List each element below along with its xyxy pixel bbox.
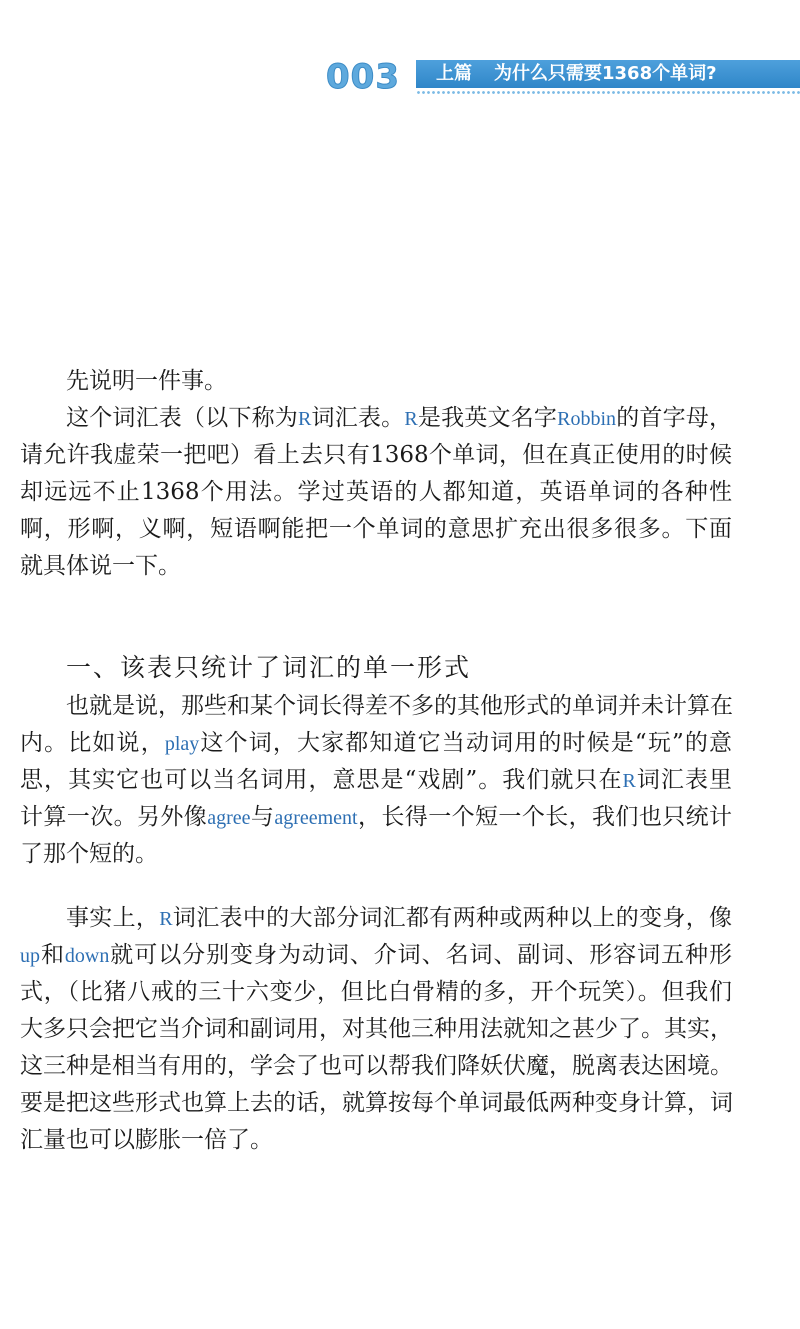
section1-paragraph-2: [20, 900, 732, 1159]
text-line: 汇量也可以膨胀一倍了。: [20, 1127, 273, 1153]
text-line: 请允许我虚荣一把吧）看上去只有1368个单词，但在真正使用的时候: [20, 442, 732, 468]
section-heading: 一、该表只统计了词汇的单一形式: [66, 653, 472, 682]
text-line: 也就是说，那些和某个词长得差不多的其他形式的单词并未计算在: [66, 693, 733, 719]
text-line: 却远远不止1368个用法。学过英语的人都知道，英语单词的各种性: [20, 479, 732, 505]
text-line: 就具体说一下。: [20, 553, 181, 579]
intro-paragraph-1: [20, 363, 732, 400]
english-term: R: [404, 408, 418, 430]
english-term: agree: [207, 807, 251, 829]
page-number: 003: [326, 57, 400, 97]
header-dotted-rule: [416, 90, 800, 96]
text-line: 事实上，R词汇表中的大部分词汇都有两种或两种以上的变身，像: [66, 905, 733, 931]
text-line: 先说明一件事。: [66, 368, 227, 394]
running-header: [0, 58, 800, 98]
english-term: down: [64, 945, 110, 967]
text-line: 这个词汇表（以下称为R词汇表。R是我英文名字Robbin的首字母，: [66, 405, 733, 431]
text-line: 计算一次。另外像agree与agreement，长得一个短一个长，我们也只统计: [20, 804, 733, 830]
chapter-title: 为什么只需要1368个单词?: [494, 63, 717, 84]
section1-paragraph-1: [20, 688, 732, 873]
english-term: play: [164, 733, 200, 755]
text-line: 大多只会把它当介词和副词用，对其他三种用法就知之甚少了。其实，: [20, 1016, 733, 1042]
text-line: up和down就可以分别变身为动词、介词、名词、副词、形容词五种形: [20, 942, 733, 968]
running-title: [436, 61, 717, 87]
intro-paragraph-2: [20, 400, 732, 585]
text-line: 这三种是相当有用的，学会了也可以帮我们降妖伏魔，脱离表达困境。: [20, 1053, 733, 1079]
english-term: up: [20, 945, 40, 967]
english-term: R: [622, 770, 636, 792]
text-line: 内。比如说，play这个词，大家都知道它当动词用的时候是“玩”的意: [20, 730, 732, 756]
english-term: R: [159, 908, 173, 930]
english-term: agreement: [274, 807, 358, 829]
english-term: R: [298, 408, 312, 430]
text-line: 思，其实它也可以当名词用，意思是“戏剧”。我们就只在R词汇表里: [20, 767, 732, 793]
part-label: 上篇: [436, 63, 472, 84]
english-term: Robbin: [557, 408, 617, 430]
text-line: 啊，形啊，义啊，短语啊能把一个单词的意思扩充出很多很多。下面: [20, 516, 732, 542]
text-line: 式，（比猪八戒的三十六变少，但比白骨精的多，开个玩笑）。但我们: [20, 979, 732, 1005]
text-line: 要是把这些形式也算上去的话，就算按每个单词最低两种变身计算，词: [20, 1090, 733, 1116]
text-line: 了那个短的。: [20, 841, 158, 867]
